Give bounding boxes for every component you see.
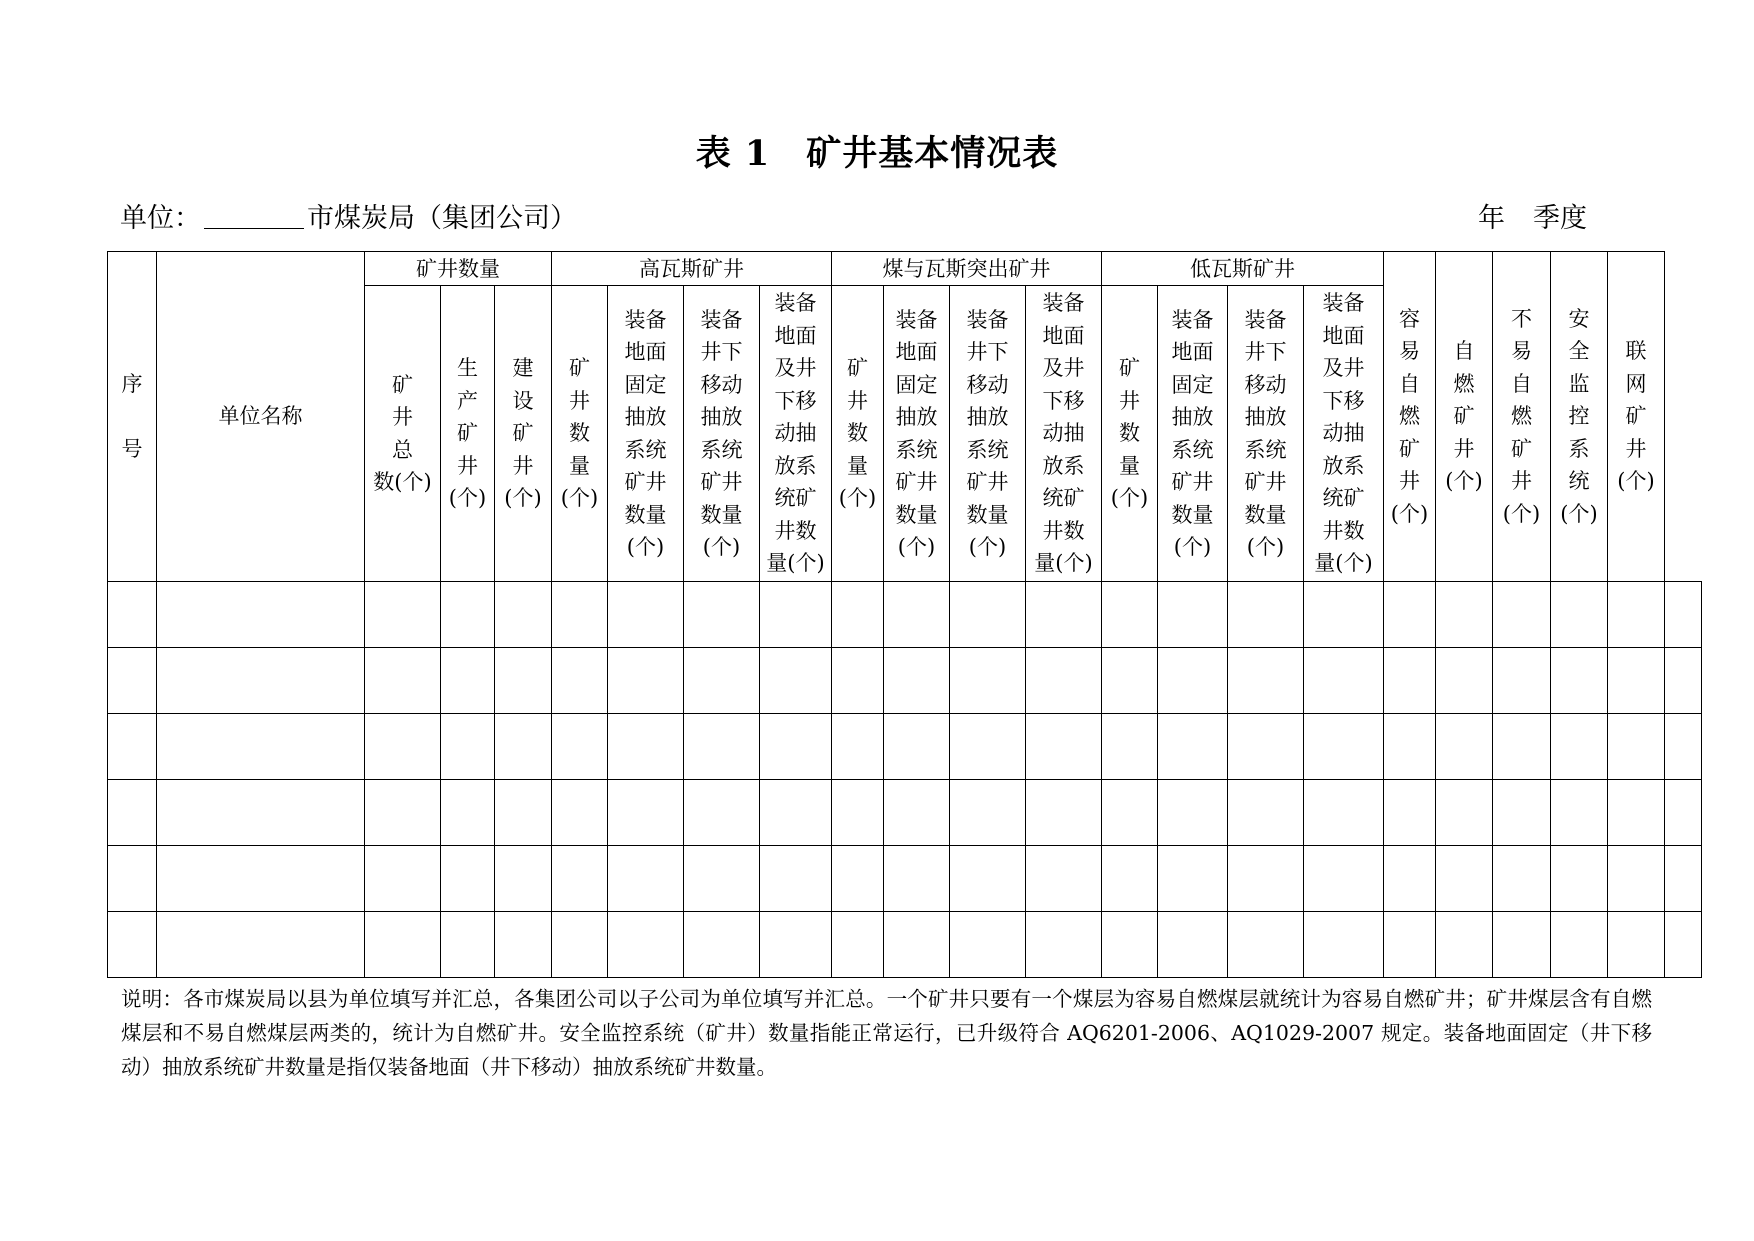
table-cell[interactable]	[832, 780, 884, 846]
header-group-outburst: 煤与瓦斯突出矿井	[832, 252, 1102, 286]
table-cell[interactable]	[552, 846, 608, 912]
table-cell[interactable]	[495, 780, 552, 846]
table-cell[interactable]	[760, 582, 832, 648]
header-safety-monitor: 安 全 监 控 系 统 (个)	[1551, 252, 1608, 582]
table-cell[interactable]	[1436, 912, 1493, 978]
table-cell[interactable]	[1026, 846, 1102, 912]
table-cell[interactable]	[1665, 648, 1702, 714]
table-cell[interactable]	[441, 714, 495, 780]
table-cell[interactable]	[1158, 780, 1228, 846]
table-cell[interactable]	[950, 714, 1026, 780]
table-cell[interactable]	[1102, 912, 1158, 978]
table-cell[interactable]	[1665, 846, 1702, 912]
table-cell[interactable]	[1228, 846, 1304, 912]
quarter-label: 季度	[1533, 203, 1587, 234]
table-row	[108, 780, 1702, 846]
table-cell[interactable]	[365, 912, 441, 978]
unit-suffix: 市煤炭局（集团公司）	[307, 203, 577, 234]
table-cell[interactable]	[1228, 780, 1304, 846]
header-group-mine-count: 矿井数量	[365, 252, 552, 286]
table-cell[interactable]	[1158, 648, 1228, 714]
table-row	[108, 714, 1702, 780]
table-cell[interactable]	[1493, 846, 1551, 912]
table-cell[interactable]	[760, 912, 832, 978]
header-high-both: 装备 地面 及井 下移 动抽 放系 统矿 井数 量(个)	[760, 286, 832, 582]
table-cell[interactable]	[1102, 648, 1158, 714]
table-cell[interactable]	[1436, 780, 1493, 846]
table-cell[interactable]	[1384, 912, 1436, 978]
table-cell[interactable]	[365, 714, 441, 780]
table-cell[interactable]	[495, 714, 552, 780]
table-cell[interactable]	[1436, 714, 1493, 780]
header-easy-spontaneous: 容 易 自 燃 矿 井 (个)	[1384, 252, 1436, 582]
header-group-low-gas: 低瓦斯矿井	[1102, 252, 1384, 286]
table-cell[interactable]	[1665, 582, 1702, 648]
table-cell[interactable]	[684, 912, 760, 978]
table-cell[interactable]	[1608, 582, 1665, 648]
table-cell[interactable]	[1384, 648, 1436, 714]
table-cell[interactable]	[1102, 780, 1158, 846]
table-cell[interactable]	[157, 582, 365, 648]
table-cell[interactable]	[1551, 582, 1608, 648]
header-outburst-count: 矿 井 数 量 (个)	[832, 286, 884, 582]
table-row	[108, 582, 1702, 648]
table-cell[interactable]	[950, 846, 1026, 912]
table-cell[interactable]	[684, 582, 760, 648]
table-cell[interactable]	[1304, 912, 1384, 978]
table-cell[interactable]	[1304, 780, 1384, 846]
table-cell[interactable]	[1384, 582, 1436, 648]
table-cell[interactable]	[1551, 912, 1608, 978]
table-cell[interactable]	[441, 648, 495, 714]
table-cell[interactable]	[495, 846, 552, 912]
header-outburst-both: 装备 地面 及井 下移 动抽 放系 统矿 井数 量(个)	[1026, 286, 1102, 582]
header-seq: 序 号	[108, 252, 157, 582]
table-cell[interactable]	[1384, 780, 1436, 846]
table-cell[interactable]	[608, 582, 684, 648]
table-cell[interactable]	[1158, 846, 1228, 912]
table-cell[interactable]	[365, 780, 441, 846]
header-producing-mines: 生 产 矿 井 (个)	[441, 286, 495, 582]
page-title: 表 1 矿井基本情况表	[695, 133, 1059, 174]
table-cell[interactable]	[832, 912, 884, 978]
table-cell[interactable]	[108, 714, 157, 780]
table-cell[interactable]	[157, 714, 365, 780]
table-cell[interactable]	[552, 648, 608, 714]
table-cell[interactable]	[1665, 912, 1702, 978]
header-networked: 联 网 矿 井 (个)	[1608, 252, 1665, 582]
table-cell[interactable]	[1026, 582, 1102, 648]
table-cell[interactable]	[157, 912, 365, 978]
table-cell[interactable]	[1304, 714, 1384, 780]
table-cell[interactable]	[1026, 648, 1102, 714]
table-cell[interactable]	[1608, 714, 1665, 780]
table-cell[interactable]	[157, 648, 365, 714]
unit-blank-field[interactable]	[204, 204, 304, 229]
table-cell[interactable]	[108, 582, 157, 648]
table-cell[interactable]	[1158, 582, 1228, 648]
period-line	[1478, 196, 1587, 235]
table-cell[interactable]	[1384, 714, 1436, 780]
table-cell[interactable]	[1665, 714, 1702, 780]
table-cell[interactable]	[684, 846, 760, 912]
header-high-surface: 装备 地面 固定 抽放 系统 矿井 数量 (个)	[608, 286, 684, 582]
table-cell[interactable]	[1436, 582, 1493, 648]
table-row	[108, 912, 1702, 978]
table-cell[interactable]	[684, 648, 760, 714]
table-cell[interactable]	[832, 714, 884, 780]
table-cell[interactable]	[950, 648, 1026, 714]
table-cell[interactable]	[884, 846, 950, 912]
table-cell[interactable]	[1493, 780, 1551, 846]
table-cell[interactable]	[760, 648, 832, 714]
table-cell[interactable]	[365, 648, 441, 714]
table-cell[interactable]	[950, 780, 1026, 846]
table-cell[interactable]	[608, 714, 684, 780]
table-cell[interactable]	[157, 780, 365, 846]
table-cell[interactable]	[1436, 846, 1493, 912]
table-cell[interactable]	[608, 912, 684, 978]
header-total-mines: 矿 井 总 数(个)	[365, 286, 441, 582]
header-not-easy-spontaneous: 不 易 自 燃 矿 井 (个)	[1493, 252, 1551, 582]
table-cell[interactable]	[950, 582, 1026, 648]
table-cell[interactable]	[884, 648, 950, 714]
table-cell[interactable]	[552, 780, 608, 846]
table-cell[interactable]	[441, 846, 495, 912]
table-cell[interactable]	[1493, 912, 1551, 978]
table-cell[interactable]	[1158, 912, 1228, 978]
notes-text: 说明：各市煤炭局以县为单位填写并汇总，各集团公司以子公司为单位填写并汇总。一个矿井只要有一个煤层为容易自燃煤层就统计为容易自燃矿井；矿井煤层含有自燃煤层和不易自燃煤层两类的，统计为自燃矿井。安全监控系统（矿井）数量指能正常运行，已升级符合 AQ6201-2006、AQ1029-2007 规定。装备地面固定（井下移动）抽放系统矿井数量是指仅装备地面（井下移动）抽放系统矿井数量。	[121, 987, 1652, 1079]
year-label: 年	[1478, 203, 1505, 234]
table-cell[interactable]	[441, 582, 495, 648]
table-cell[interactable]	[1551, 846, 1608, 912]
table-cell[interactable]	[1102, 582, 1158, 648]
table-cell[interactable]	[1026, 912, 1102, 978]
table-cell[interactable]	[1493, 714, 1551, 780]
table-cell[interactable]	[608, 780, 684, 846]
table-cell[interactable]	[365, 582, 441, 648]
header-outburst-surface: 装备 地面 固定 抽放 系统 矿井 数量 (个)	[884, 286, 950, 582]
header-low-surface: 装备 地面 固定 抽放 系统 矿井 数量 (个)	[1158, 286, 1228, 582]
table-cell[interactable]	[441, 912, 495, 978]
table-cell[interactable]	[832, 648, 884, 714]
table-cell[interactable]	[832, 846, 884, 912]
table-cell[interactable]	[1493, 648, 1551, 714]
table-cell[interactable]	[1102, 846, 1158, 912]
table-cell[interactable]	[1026, 780, 1102, 846]
table-cell[interactable]	[1551, 714, 1608, 780]
table-cell[interactable]	[441, 780, 495, 846]
table-cell[interactable]	[884, 582, 950, 648]
table-cell[interactable]	[760, 780, 832, 846]
header-low-both: 装备 地面 及井 下移 动抽 放系 统矿 井数 量(个)	[1304, 286, 1384, 582]
table-cell[interactable]	[1493, 582, 1551, 648]
table-cell[interactable]	[108, 846, 157, 912]
table-body	[108, 582, 1702, 978]
table-cell[interactable]	[1102, 714, 1158, 780]
header-outburst-underground: 装备 井下 移动 抽放 系统 矿井 数量 (个)	[950, 286, 1026, 582]
header-low-count: 矿 井 数 量 (个)	[1102, 286, 1158, 582]
table-cell[interactable]	[1304, 648, 1384, 714]
header-building-mines: 建 设 矿 井 (个)	[495, 286, 552, 582]
table-cell[interactable]	[108, 648, 157, 714]
table-cell[interactable]	[832, 582, 884, 648]
table-cell[interactable]	[495, 912, 552, 978]
header-group-high-gas: 高瓦斯矿井	[552, 252, 832, 286]
table-cell[interactable]	[684, 780, 760, 846]
table-cell[interactable]	[1304, 846, 1384, 912]
table-cell[interactable]	[1665, 780, 1702, 846]
table-cell[interactable]	[760, 714, 832, 780]
table-cell[interactable]	[1228, 648, 1304, 714]
table-cell[interactable]	[552, 714, 608, 780]
mine-info-table	[107, 251, 1702, 978]
table-cell[interactable]	[884, 912, 950, 978]
table-cell[interactable]	[608, 846, 684, 912]
header-high-count: 矿 井 数 量 (个)	[552, 286, 608, 582]
header-spontaneous: 自 燃 矿 井 (个)	[1436, 252, 1493, 582]
table-cell[interactable]	[1158, 714, 1228, 780]
table-cell[interactable]	[1026, 714, 1102, 780]
table-cell[interactable]	[108, 780, 157, 846]
table-row	[108, 648, 1702, 714]
table-cell[interactable]	[1384, 846, 1436, 912]
table-cell[interactable]	[1228, 582, 1304, 648]
table-cell[interactable]	[1551, 648, 1608, 714]
table-cell[interactable]	[608, 648, 684, 714]
table-cell[interactable]	[1228, 912, 1304, 978]
table-cell[interactable]	[1608, 780, 1665, 846]
table-cell[interactable]	[884, 714, 950, 780]
table-cell[interactable]	[1608, 648, 1665, 714]
header-high-underground: 装备 井下 移动 抽放 系统 矿井 数量 (个)	[684, 286, 760, 582]
table-cell[interactable]	[1608, 912, 1665, 978]
table-cell[interactable]	[552, 912, 608, 978]
table-cell[interactable]	[760, 846, 832, 912]
table-cell[interactable]	[1436, 648, 1493, 714]
unit-line	[120, 196, 577, 235]
table-cell[interactable]	[1304, 582, 1384, 648]
header-unit-name: 单位名称	[157, 252, 365, 582]
table-cell[interactable]	[108, 912, 157, 978]
table-cell[interactable]	[1608, 846, 1665, 912]
table-cell[interactable]	[950, 912, 1026, 978]
table-cell[interactable]	[365, 846, 441, 912]
header-low-underground: 装备 井下 移动 抽放 系统 矿井 数量 (个)	[1228, 286, 1304, 582]
table-cell[interactable]	[552, 582, 608, 648]
unit-prefix: 单位：	[120, 203, 201, 234]
table-cell[interactable]	[495, 648, 552, 714]
table-cell[interactable]	[157, 846, 365, 912]
table-cell[interactable]	[1551, 780, 1608, 846]
table-cell[interactable]	[1228, 714, 1304, 780]
table-cell[interactable]	[495, 582, 552, 648]
table-cell[interactable]	[684, 714, 760, 780]
table-row	[108, 846, 1702, 912]
table-cell[interactable]	[884, 780, 950, 846]
